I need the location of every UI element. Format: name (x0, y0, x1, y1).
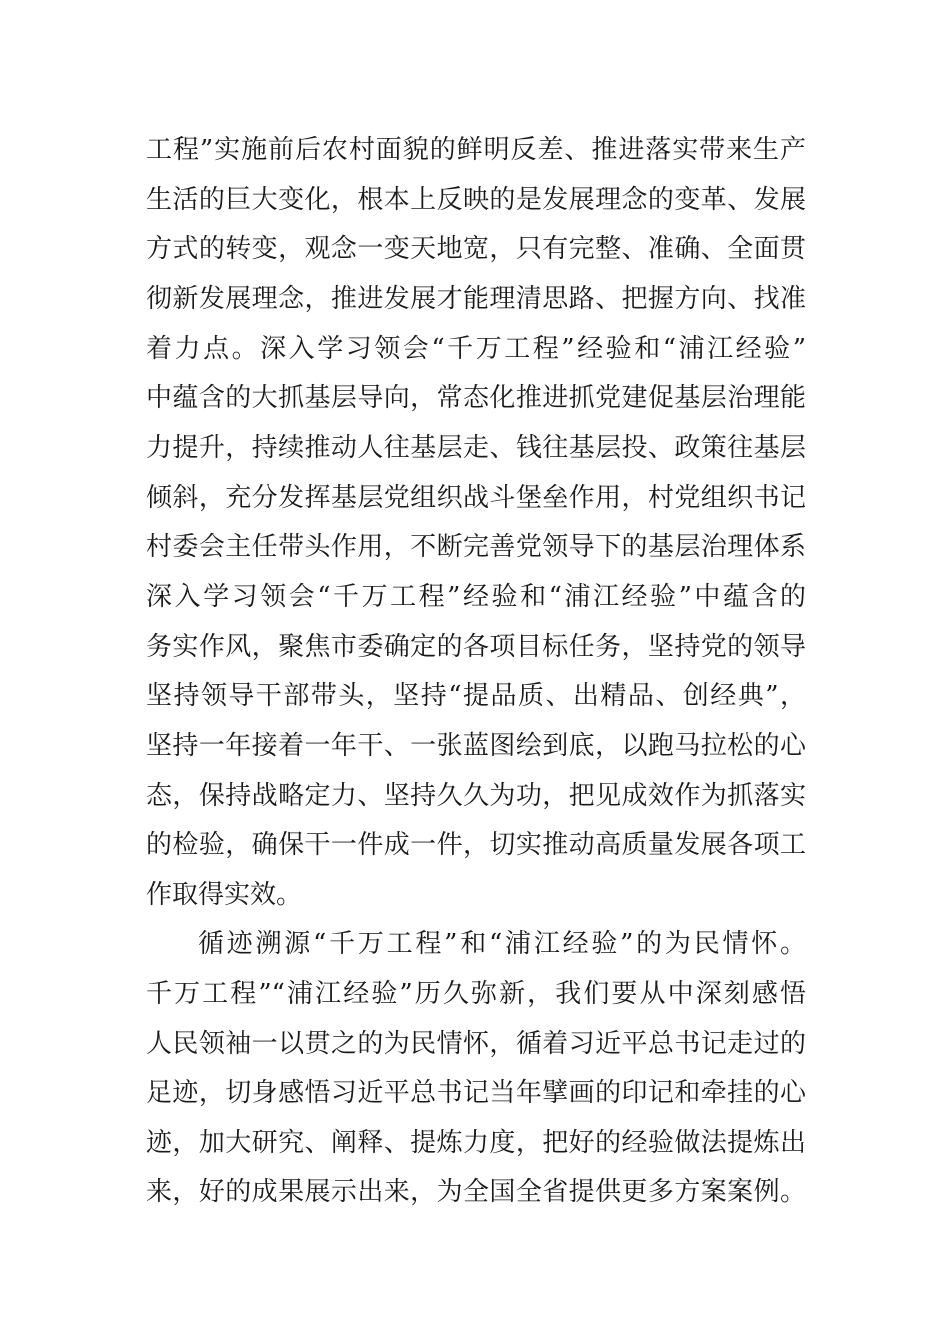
text-line: 作取得实效。 (146, 880, 303, 910)
text-line: 的检验，确保干一件成一件，切实推动高质量发展各项工 (146, 830, 806, 860)
text-line: 迹，加大研究、阐释、提炼力度，把好的经验做法提炼出 (146, 1128, 806, 1158)
text-line: 生活的巨大变化，根本上反映的是发展理念的变革、发展 (146, 185, 806, 215)
text-line: 彻新发展理念，推进发展才能理清思路、把握方向、找准 (146, 284, 806, 314)
text-line: 倾斜，充分发挥基层党组织战斗堡垒作用，村党组织书记 (146, 483, 806, 513)
text-line: 循迹溯源“千万工程”和“浦江经验”的为民情怀。 (198, 929, 806, 959)
text-line: 方式的转变，观念一变天地宽，只有完整、准确、全面贯 (146, 234, 806, 264)
text-line: 坚持一年接着一年干、一张蓝图绘到底，以跑马拉松的心 (146, 731, 806, 761)
text-line: 坚持领导干部带头，坚持“提品质、出精品、创经典”， (146, 681, 806, 711)
text-line: 村委会主任带头作用，不断完善党领导下的基层治理体系 (146, 532, 806, 562)
text-line: 态，保持战略定力、坚持久久为功，把见成效作为抓落实 (146, 781, 806, 811)
text-line: 人民领袖一以贯之的为民情怀，循着习近平总书记走过的 (146, 1029, 806, 1059)
text-line: 中蕴含的大抓基层导向，常态化推进抓党建促基层治理能 (146, 383, 806, 413)
text-line: 深入学习领会“千万工程”经验和“浦江经验”中蕴含的 (146, 582, 806, 612)
text-line: 着力点。深入学习领会“千万工程”经验和“浦江经验” (146, 334, 806, 364)
text-line: 力提升，持续推动人往基层走、钱往基层投、政策往基层 (146, 433, 806, 463)
text-line: 足迹，切身感悟习近平总书记当年擘画的印记和牵挂的心 (146, 1078, 806, 1108)
text-line: 务实作风，聚焦市委确定的各项目标任务，坚持党的领导 (146, 632, 806, 662)
text-line: 工程”实施前后农村面貌的鲜明反差、推进落实带来生产 (146, 135, 806, 165)
text-line: 千万工程”“浦江经验”历久弥新，我们要从中深刻感悟 (146, 979, 806, 1009)
text-line: 来，好的成果展示出来，为全国全省提供更多方案案例。 (146, 1177, 806, 1207)
